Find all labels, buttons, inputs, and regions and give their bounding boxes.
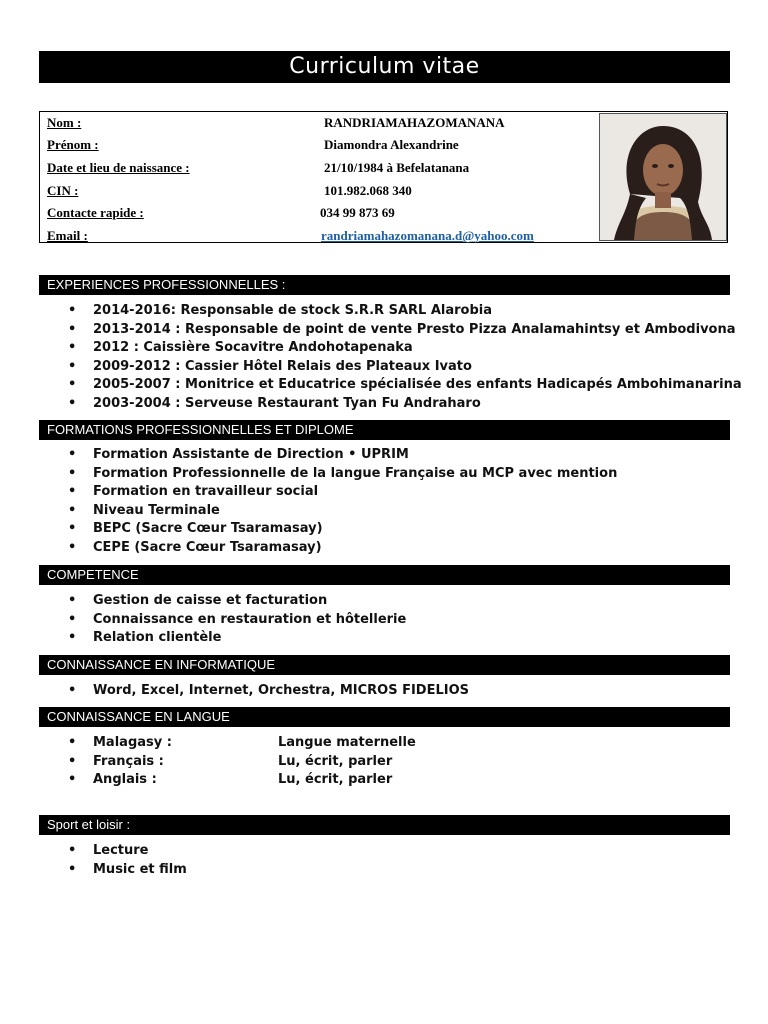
formations-list bbox=[68, 446, 617, 557]
list-item: • Formation Professionnelle de la langue Française au MCP avec mention bbox=[68, 465, 617, 484]
list-item: • 2005-2007 : Monitrice et Educatrice spécialisée des enfants Hadicapés Ambohimanarina bbox=[68, 376, 742, 395]
cv-title: Curriculum vitae bbox=[39, 51, 730, 83]
list-item: • 2009-2012 : Cassier Hôtel Relais des Plateaux Ivato bbox=[68, 358, 742, 377]
email-label: Email : bbox=[47, 228, 88, 243]
section-sport-title: Sport et loisir : bbox=[39, 815, 730, 835]
firstname-value: Diamondra Alexandrine bbox=[324, 137, 459, 152]
list-item: • Connaissance en restauration et hôtellerie bbox=[68, 611, 406, 630]
sport-list bbox=[68, 842, 187, 879]
list-item: • Lecture bbox=[68, 842, 187, 861]
name-label: Nom : bbox=[47, 115, 82, 130]
language-name: Malagasy : bbox=[93, 735, 172, 750]
list-item: • Relation clientèle bbox=[68, 629, 406, 648]
list-item: • BEPC (Sacre Cœur Tsaramasay) bbox=[68, 520, 617, 539]
cin-label: CIN : bbox=[47, 183, 79, 198]
language-level: Lu, écrit, parler bbox=[278, 772, 393, 787]
competence-list bbox=[68, 592, 406, 648]
list-item: • 2013-2014 : Responsable de point de vente Presto Pizza Analamahintsy et Ambodivona bbox=[68, 321, 742, 340]
profile-photo bbox=[599, 113, 727, 241]
phone-label: Contacte rapide : bbox=[47, 205, 144, 220]
cin-value: 101.982.068 340 bbox=[324, 183, 412, 198]
list-item: • Niveau Terminale bbox=[68, 502, 617, 521]
list-item: • 2014-2016: Responsable de stock S.R.R SARL Alarobia bbox=[68, 302, 742, 321]
list-item: • Music et film bbox=[68, 861, 187, 880]
birth-value: 21/10/1984 à Befelatanana bbox=[324, 160, 470, 175]
list-item bbox=[68, 771, 416, 790]
email-link[interactable]: randriamahazomanana.d@yahoo.com bbox=[321, 228, 534, 243]
list-item: • Formation en travailleur social bbox=[68, 483, 617, 502]
portrait-icon bbox=[600, 114, 726, 240]
experiences-list bbox=[68, 302, 742, 413]
birth-label: Date et lieu de naissance : bbox=[47, 160, 190, 175]
name-value: RANDRIAMAHAZOMANANA bbox=[324, 115, 505, 130]
list-item: • Gestion de caisse et facturation bbox=[68, 592, 406, 611]
phone-value: 034 99 873 69 bbox=[320, 205, 395, 220]
section-langue-title: CONNAISSANCE EN LANGUE bbox=[39, 707, 730, 727]
firstname-label: Prénom : bbox=[47, 137, 99, 152]
list-item: • 2012 : Caissière Socavitre Andohotapenaka bbox=[68, 339, 742, 358]
section-experiences-title: EXPERIENCES PROFESSIONNELLES : bbox=[39, 275, 730, 295]
list-item: • Formation Assistante de Direction • UPRIM bbox=[68, 446, 617, 465]
language-level: Langue maternelle bbox=[278, 735, 416, 750]
informatique-list bbox=[68, 682, 469, 701]
section-competence-title: COMPETENCE bbox=[39, 565, 730, 585]
list-item: • CEPE (Sacre Cœur Tsaramasay) bbox=[68, 539, 617, 558]
language-name: Anglais : bbox=[93, 772, 157, 787]
list-item: • 2003-2004 : Serveuse Restaurant Tyan Fu Andraharo bbox=[68, 395, 742, 414]
section-formations-title: FORMATIONS PROFESSIONNELLES ET DIPLOME bbox=[39, 420, 730, 440]
list-item bbox=[68, 753, 416, 772]
section-informatique-title: CONNAISSANCE EN INFORMATIQUE bbox=[39, 655, 730, 675]
list-item: • Word, Excel, Internet, Orchestra, MICROS FIDELIOS bbox=[68, 682, 469, 701]
language-name: Français : bbox=[93, 753, 164, 769]
langue-list bbox=[68, 734, 416, 790]
language-level: Lu, écrit, parler bbox=[278, 753, 393, 769]
list-item bbox=[68, 734, 416, 753]
